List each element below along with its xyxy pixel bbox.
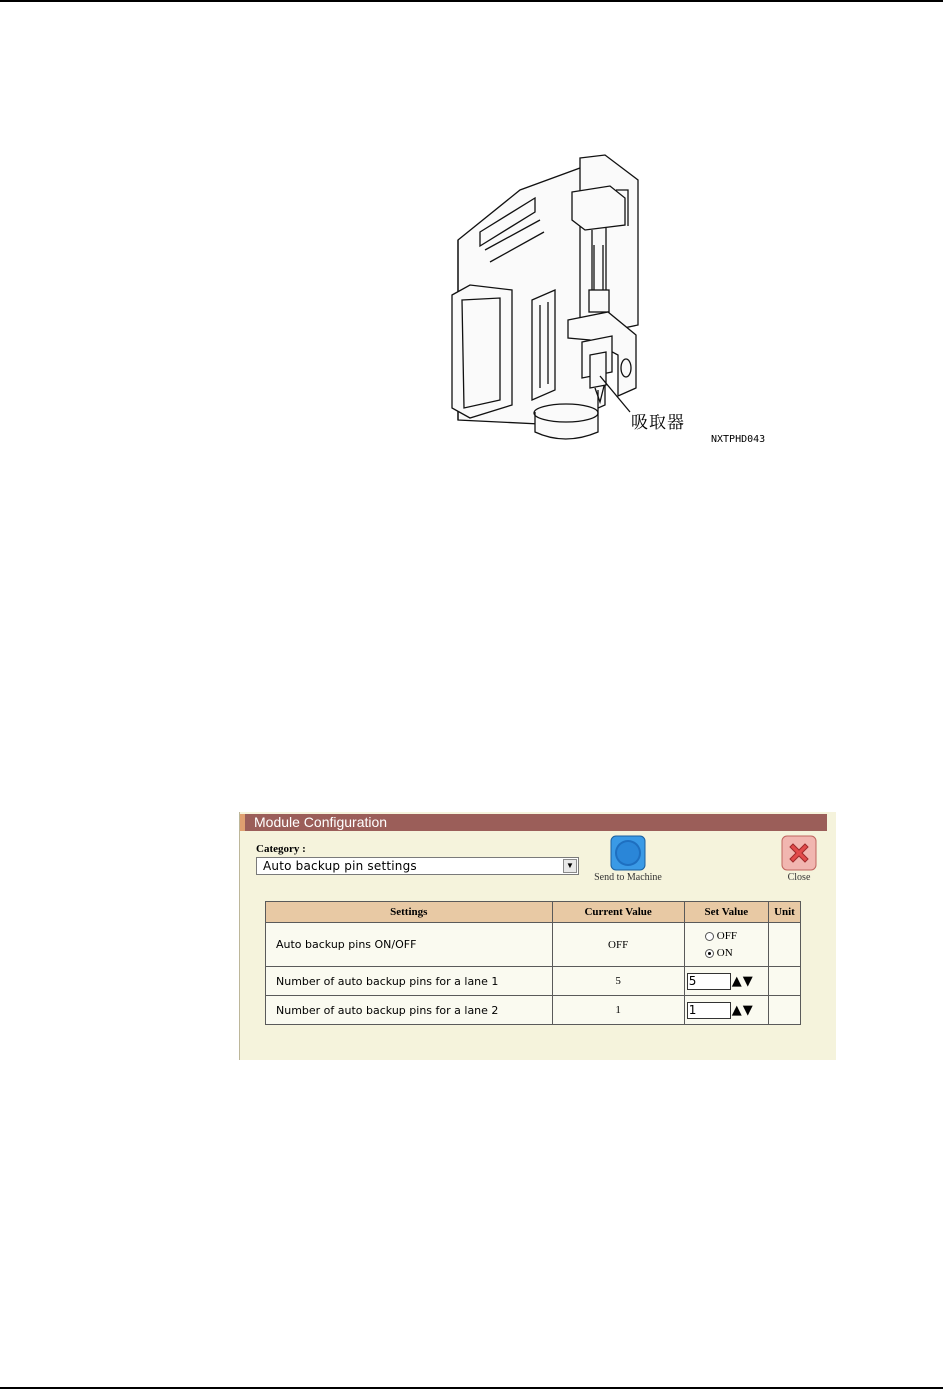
dialog-title: Module Configuration: [240, 814, 827, 831]
category-label: Category :: [256, 843, 306, 855]
radio-off-label: OFF: [716, 929, 737, 942]
radio-option-off[interactable]: [685, 928, 768, 945]
radio-on-label: ON: [716, 946, 733, 959]
set-value-cell: [684, 996, 768, 1025]
header-set-value: Set Value: [684, 902, 768, 923]
table-row: [266, 967, 801, 996]
radio-on-icon[interactable]: [705, 949, 714, 958]
current-value: 1: [552, 996, 684, 1025]
top-rule: [0, 0, 943, 2]
header-unit: Unit: [768, 902, 800, 923]
setting-name: Auto backup pins ON/OFF: [266, 923, 553, 967]
triangle-down-icon[interactable]: ▼: [742, 1002, 753, 1018]
nozzle-callout-label: 吸取器: [631, 413, 685, 433]
module-configuration-dialog: [239, 812, 836, 1060]
lane1-value-input[interactable]: [687, 973, 731, 990]
table-row: [266, 923, 801, 967]
send-circle-icon: [610, 835, 646, 871]
unit-cell: [768, 967, 800, 996]
radio-option-on[interactable]: [685, 945, 768, 962]
table-row: [266, 996, 801, 1025]
setting-name: Number of auto backup pins for a lane 1: [266, 967, 553, 996]
category-select[interactable]: [256, 857, 579, 875]
unit-cell: [768, 923, 800, 967]
category-selected-value: Auto backup pin settings: [263, 859, 417, 873]
head-unit-drawing: [440, 150, 780, 460]
chevron-down-icon[interactable]: ▼: [563, 859, 577, 873]
table-header-row: [266, 902, 801, 923]
current-value: OFF: [552, 923, 684, 967]
set-value-cell: [684, 967, 768, 996]
close-icon: [781, 835, 817, 871]
send-to-machine-label: Send to Machine: [594, 872, 662, 883]
set-value-radio-group: [684, 923, 768, 967]
settings-table: [265, 901, 801, 1025]
send-to-machine-button[interactable]: [588, 835, 668, 883]
triangle-up-icon[interactable]: ▲: [731, 973, 742, 989]
nozzle-illustration: [440, 150, 780, 460]
current-value: 5: [552, 967, 684, 996]
header-settings: Settings: [266, 902, 553, 923]
bottom-rule: [0, 1387, 943, 1389]
header-current-value: Current Value: [552, 902, 684, 923]
unit-cell: [768, 996, 800, 1025]
close-button[interactable]: [776, 835, 822, 883]
close-label: Close: [787, 872, 811, 883]
lane2-value-input[interactable]: [687, 1002, 731, 1019]
setting-name: Number of auto backup pins for a lane 2: [266, 996, 553, 1025]
figure-code: NXTPHD043: [711, 434, 766, 445]
triangle-down-icon[interactable]: ▼: [742, 973, 753, 989]
triangle-up-icon[interactable]: ▲: [731, 1002, 742, 1018]
radio-off-icon[interactable]: [705, 932, 714, 941]
